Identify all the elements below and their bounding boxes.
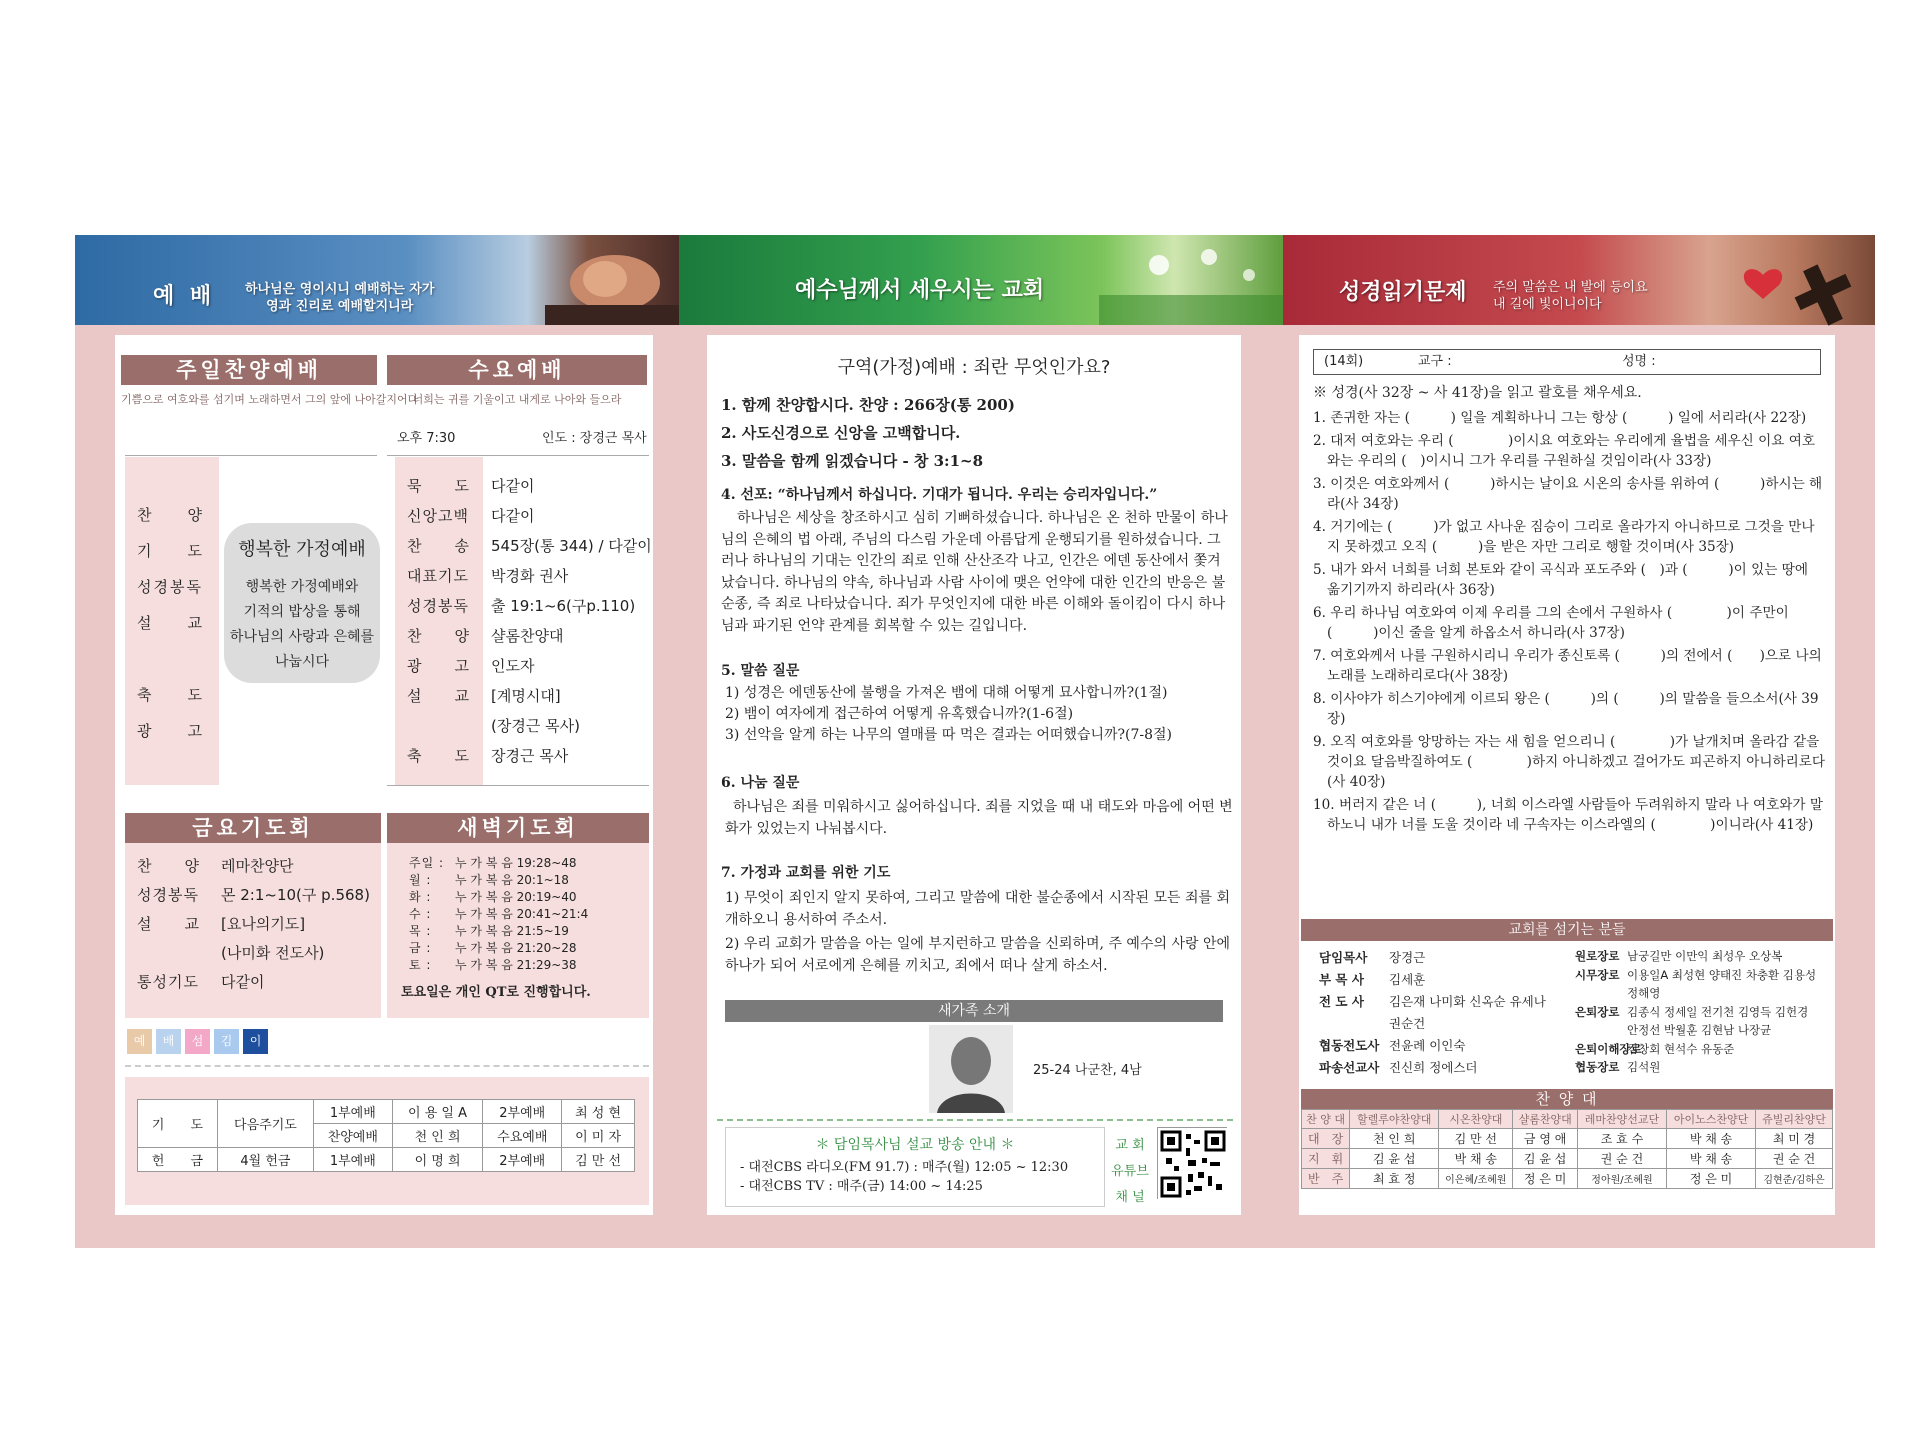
youtube-label-line: 채 널 (1115, 1190, 1145, 1205)
verse-line-1: 주의 말씀은 내 발에 등이요 (1493, 280, 1648, 295)
banner-title: 성경읽기문제 (1339, 280, 1467, 305)
staff-row (1319, 969, 1546, 991)
banner-title: 예 배 (153, 284, 216, 309)
item-value: 누 가 복 음 20:41~21:4 (455, 907, 589, 921)
staff-role: 협동장로 (1575, 1060, 1620, 1074)
table-header-cell: 샬롬찬양대 (1513, 1110, 1578, 1129)
table-cell: 이 명 희 (392, 1148, 483, 1172)
sharing-text: 하나님은 죄를 미워하시고 싫어하십니다. 죄를 지었을 때 내 태도와 마음에 어떤 변화가 있었는지 나눠봅시다. (725, 799, 1233, 837)
table-cell: 김 윤 섭 (1350, 1149, 1439, 1169)
verse-line-2: 내 길에 빛이니이다 (1493, 297, 1602, 312)
duty-table (137, 1099, 635, 1172)
worship-banner (75, 235, 679, 325)
staff-row (1319, 947, 1546, 969)
item-label: 찬 양 (137, 857, 200, 875)
table-cell: 이 용 일 A (392, 1100, 483, 1124)
item-value: 인도자 (491, 657, 535, 675)
table-row (1302, 1169, 1833, 1189)
divider (387, 785, 649, 786)
staff-names: 김종식 정세일 전기천 김영득 김헌경 (1627, 1004, 1809, 1019)
bible-quiz-panel (1299, 335, 1835, 1215)
table-cell: 권 순 건 (1756, 1149, 1833, 1169)
word-questions (725, 683, 1237, 746)
table-cell: 최 미 경 (1756, 1129, 1833, 1149)
prayer-2: 2) 우리 교회가 말씀을 아는 일에 부지런하고 말씀을 신뢰하며, 주 예수의 사랑 안에 하나가 되어 서로에게 은혜를 끼치고, 죄에서 떠나 살게 하소서. (725, 936, 1230, 974)
table-cell: 김 만 선 (1439, 1129, 1513, 1149)
table-header-cell: 할렐루야찬양대 (1350, 1110, 1439, 1129)
list-item (409, 940, 588, 957)
list-item (407, 711, 652, 741)
list-item (407, 621, 652, 651)
item-label: 광 고 (407, 657, 470, 675)
list-item (137, 881, 370, 910)
staff-row (1319, 991, 1546, 1013)
box-line: 행복한 가정예배와 (245, 579, 359, 595)
wednesday-order-list (407, 471, 652, 771)
staff-row (1319, 1013, 1546, 1035)
table-cell: 권 순 건 (1577, 1149, 1666, 1169)
table-row (1302, 1110, 1833, 1129)
table-cell: 정 은 미 (1667, 1169, 1756, 1189)
staff-names: 이용일A 최성현 양태진 차충환 김용성 (1627, 967, 1817, 982)
sunday-order-label: 성경봉독 (137, 578, 203, 596)
qr-code-icon[interactable] (1157, 1127, 1227, 1199)
question-1: 1) 성경은 에덴동산에 불행을 가져온 뱀에 대해 어떻게 묘사합니까?(1절) (725, 685, 1168, 701)
new-family-photo (929, 1025, 1013, 1113)
worship-panel (115, 335, 653, 1215)
staff-row (1575, 1058, 1816, 1077)
item-value: 박경화 권사 (491, 567, 569, 585)
divider (387, 455, 649, 456)
step-6: 6. 나눔 질문 (721, 775, 800, 791)
table-cell: 헌 금 (138, 1148, 218, 1172)
step-5: 5. 말씀 질문 (721, 663, 800, 679)
table-header-cell: 시온찬양대 (1439, 1110, 1513, 1129)
item-value: (장경근 목사) (491, 717, 580, 735)
list-item (409, 957, 588, 974)
quiz-questions (1313, 408, 1825, 835)
chip: 이 (243, 1029, 268, 1054)
quiz-question: 6. 우리 하나님 여호와여 이제 우리를 그의 손에서 구원하사 ( )이 주만이 ( )이신 줄을 알게 하옵소서 하니라(사 37장) (1313, 605, 1789, 641)
item-value: 누 가 복 음 21:20~28 (455, 941, 577, 955)
wednesday-title: 수요예배 (387, 355, 647, 385)
staff-row (1575, 966, 1816, 985)
quiz-question: 2. 대저 여호와는 우리 ( )이시요 여호와는 우리에게 율법을 세우신 이요 여호와는 우리의 ( )이시니 그가 우리를 구원하실 것임이라(사 33장) (1313, 433, 1815, 469)
staff-names: 남궁길만 이만익 최성우 오상복 (1627, 949, 1783, 963)
list-item (137, 852, 370, 881)
sunday-order-label: 기 도 (137, 542, 204, 560)
item-value: 누 가 복 음 19:28~48 (455, 856, 577, 870)
proclamation-text: 하나님은 세상을 창조하시고 심히 기뻐하셨습니다. 하나님은 온 천하 만물이 하나님의 은혜의 법 아래, 주님의 다스림 가운데 아름답게 운행되기를 원하셨습니다. 그러나 하나님의 기대는 인간의 죄로 인해 산산조각 나고, 인간은 에덴 동산에서 쫓겨났습니다. 하나님의 약속, 하나님과 사람 사이에 맺은 언약에 대한 인간의 반응은 불순종, 즉 죄로 나타났습니다. 죄가 무엇인지에 대한 바른 이해와 돌이킴이 다시 하나님과 파기된 언약 관계를 회복할 수 있는 길입니다. (721, 510, 1228, 634)
box-line: 하나님의 사랑과 은혜를 (229, 629, 375, 645)
table-cell: 기 도 (138, 1100, 218, 1148)
item-value: 545장(통 344) / 다같이 (491, 537, 652, 555)
chip: 예 (127, 1029, 152, 1054)
church-banner (679, 235, 1283, 325)
sunday-order-label: 설 교 (137, 614, 204, 632)
verse-line-2: 영과 진리로 예배할지니라 (266, 299, 414, 314)
table-cell: 정아원/조혜원 (1577, 1169, 1666, 1189)
item-value: 몬 2:1~10(구 p.568) (221, 886, 370, 904)
sunday-subtitle: 기쁨으로 여호와를 섬기며 노래하면서 그의 앞에 나아갈지어다 (121, 393, 419, 406)
item-label: 대표기도 (407, 567, 469, 585)
item-value: (나미화 전도사) (221, 944, 325, 962)
table-cell: 김현준/김하은 (1756, 1169, 1833, 1189)
friday-title: 금요기도회 (125, 813, 381, 843)
box-line: 기적의 밥상을 통해 (243, 604, 361, 620)
quiz-instruction: ※ 성경(사 32장 ~ 사 41장)을 읽고 괄호를 채우세요. (1313, 385, 1642, 401)
dandelion-photo (1099, 235, 1283, 325)
item-value: 장경근 목사 (491, 747, 569, 765)
sunday-order-label: 축 도 (137, 686, 204, 704)
table-row (1302, 1149, 1833, 1169)
list-item (407, 531, 652, 561)
item-label: 신앙고백 (407, 507, 469, 525)
step-2: 2. 사도신경으로 신앙을 고백합니다. (721, 424, 961, 442)
sunday-title: 주일찬양예배 (121, 355, 377, 385)
list-item (407, 591, 652, 621)
sunday-order-labels (137, 497, 204, 749)
item-label: 성경봉독 (407, 597, 469, 615)
item-label: 통성기도 (137, 973, 199, 991)
table-cell: 2부예배 (483, 1148, 562, 1172)
item-value: 다같이 (491, 477, 535, 495)
table-cell: 찬양예배 (313, 1124, 392, 1148)
staff-names: 김석원 (1627, 1060, 1661, 1074)
staff-names: 김세훈 (1389, 972, 1426, 987)
table-header-cell: 레마찬양선교단 (1577, 1110, 1666, 1129)
table-header-cell: 아이노스찬양단 (1667, 1110, 1756, 1129)
new-family-caption: 25-24 나군찬, 4남 (1033, 1063, 1142, 1078)
quiz-question: 4. 거기에는 ( )가 없고 사나운 짐승이 그리로 올라가지 아니하므로 그것을 만나지 못하겠고 오직 ( )을 받은 자만 그리로 행할 것이며(사 35장) (1313, 519, 1815, 555)
staff-names: 안정선 박월훈 김현남 나장균 (1627, 1023, 1772, 1037)
item-value: 다같이 (491, 507, 535, 525)
staff-names: 장경근 (1389, 950, 1426, 965)
box-text (224, 575, 380, 675)
quiz-question: 9. 오직 여호와를 앙망하는 자는 새 힘을 얻으리니 ( )가 날개치며 올라감 같을 것이요 달음박질하여도 ( )하지 아니하겠고 걸어가도 피곤하지 아니하리로다(사 40장) (1313, 734, 1825, 790)
wednesday-subtitle: 너희는 귀를 기울이고 내게로 나아와 들으라 (412, 393, 622, 406)
staff-role: 담임목사 (1319, 950, 1368, 965)
item-label: 주일 : (409, 856, 445, 870)
step-3: 3. 말씀을 함께 읽겠습니다 - 창 3:1~8 (721, 452, 984, 470)
youtube-label-line: 교 회 (1115, 1138, 1145, 1153)
dawn-header-block (387, 813, 649, 843)
broadcast-title: ＊ 담임목사님 설교 방송 안내 ＊ (815, 1137, 1015, 1153)
table-cell: 박 채 송 (1667, 1149, 1756, 1169)
table-cell: 최 성 현 (562, 1100, 635, 1124)
staff-role: 은퇴장로 (1575, 1004, 1620, 1019)
table-cell: 박 채 송 (1667, 1129, 1756, 1149)
banner-verse (1493, 279, 1648, 313)
item-value: 샬롬찬양대 (491, 627, 564, 645)
list-item (407, 561, 652, 591)
item-label: 설 교 (137, 915, 200, 933)
staff-row (1575, 1021, 1816, 1040)
sunday-order-label: 광 고 (137, 722, 204, 740)
table-cell: 조 효 수 (1577, 1129, 1666, 1149)
staff-role: 파송선교사 (1319, 1060, 1380, 1075)
staff-row (1575, 947, 1816, 966)
divider (125, 1065, 649, 1067)
table-cell: 다음주기도 (217, 1100, 313, 1148)
list-item (407, 471, 652, 501)
youtube-label-line: 유튜브 (1111, 1164, 1149, 1179)
friday-order-list (137, 852, 370, 997)
broadcast-radio: - 대전CBS 라디오(FM 91.7) : 매주(월) 12:05 ~ 12:30 (740, 1160, 1069, 1175)
question-2: 2) 뱀이 여자에게 접근하여 어떻게 유혹했습니까?(1-6절) (725, 706, 1074, 722)
staff-left-list (1319, 947, 1546, 1079)
list-item (409, 889, 588, 906)
list-item (409, 906, 588, 923)
list-item (407, 681, 652, 711)
banner-verse (245, 281, 434, 315)
table-cell: 천 인 희 (392, 1124, 483, 1148)
staff-role (1575, 1021, 1627, 1040)
staff-role (1319, 1013, 1389, 1035)
item-label: 월 : (409, 873, 432, 887)
item-value: 누 가 복 음 20:1~18 (455, 873, 569, 887)
table-cell: 이 미 자 (562, 1124, 635, 1148)
cell-steps (721, 391, 1231, 475)
quiz-question: 8. 이사야가 히스기야에게 이르되 왕은 ( )의 ( )의 말씀을 들으소서(사 39장) (1313, 691, 1819, 727)
table-cell: 반 주 (1302, 1169, 1350, 1189)
staff-role: 시무장로 (1575, 967, 1620, 982)
item-label: 토 : (409, 958, 432, 972)
item-label: 금 : (409, 941, 432, 955)
list-item (137, 968, 370, 997)
staff-role (1575, 984, 1627, 1003)
step-1: 1. 함께 찬양합시다. 찬양 : 266장(통 200) (721, 396, 1015, 414)
staff-names: 진신희 정에스더 (1389, 1060, 1478, 1075)
item-value: 누 가 복 음 20:19~40 (455, 890, 577, 904)
friday-header-block (125, 813, 381, 843)
choir-header: 찬 양 대 (1301, 1089, 1833, 1109)
item-value: 레마찬양단 (221, 857, 294, 875)
table-cell: 대 장 (1302, 1129, 1350, 1149)
list-item (409, 872, 588, 889)
step-7: 7. 가정과 교회를 위한 기도 (721, 865, 891, 881)
table-row (1302, 1129, 1833, 1149)
table-cell: 정 은 미 (1513, 1169, 1578, 1189)
staff-role: 부 목 사 (1319, 972, 1364, 987)
table-cell: 금 영 애 (1513, 1129, 1578, 1149)
quiz-district: 교구 : (1418, 354, 1452, 369)
list-item (407, 651, 652, 681)
wednesday-time: 오후 7:30 (397, 431, 456, 446)
happy-family-worship-box (224, 523, 380, 683)
staff-names: 전윤례 이인숙 (1389, 1038, 1466, 1053)
wednesday-header-block (387, 355, 647, 407)
item-value: 누 가 복 음 21:29~38 (455, 958, 577, 972)
new-family-header: 새가족 소개 (725, 1000, 1223, 1022)
item-label: 목 : (409, 924, 432, 938)
table-cell: 수요예배 (483, 1124, 562, 1148)
list-item (407, 501, 652, 531)
item-label (137, 939, 221, 968)
choir-table (1301, 1109, 1833, 1189)
staff-row (1575, 1003, 1816, 1022)
bulletin-sheet (75, 235, 1875, 1248)
bible-reading-banner (1283, 235, 1875, 325)
prayer-1: 1) 무엇이 죄인지 알지 못하여, 그리고 말씀에 대한 불순종에서 시작된 모든 죄를 회개하오니 용서하여 주소서. (725, 890, 1230, 928)
quiz-question: 7. 여호와께서 나를 구원하시리니 우리가 종신토록 ( )의 전에서 ( )으로 나의 노래를 노래하리로다(사 38장) (1313, 648, 1822, 684)
table-cell: 4월 헌금 (217, 1148, 313, 1172)
box-title: 행복한 가정예배 (238, 539, 366, 560)
sunday-order-label: 찬 양 (137, 506, 204, 524)
staff-header: 교회를 섬기는 분들 (1301, 919, 1833, 941)
staff-names: 김창회 현석수 유동준 (1627, 1041, 1735, 1056)
table-cell: 최 효 정 (1350, 1169, 1439, 1189)
item-label: 화 : (409, 890, 432, 904)
broadcast-tv: - 대전CBS TV : 매주(금) 14:00 ~ 14:25 (740, 1179, 983, 1194)
staff-row (1575, 984, 1816, 1003)
question-3: 3) 선악을 알게 하는 나무의 열매를 따 먹은 결과는 어떠했습니까?(7-8절) (725, 727, 1173, 743)
staff-role: 원로장로 (1575, 949, 1620, 963)
cell-title: 구역(가정)예배 : 죄란 무엇인가요? (837, 357, 1111, 378)
item-label: 축 도 (407, 747, 470, 765)
item-value: 누 가 복 음 21:5~19 (455, 924, 569, 938)
item-label: 성경봉독 (137, 886, 199, 904)
staff-role: 협동전도사 (1319, 1038, 1380, 1053)
verse-line-1: 하나님은 영이시니 예배하는 자가 (245, 282, 435, 297)
table-cell: 1부예배 (313, 1148, 392, 1172)
item-value: 출 19:1~6(구p.110) (491, 597, 636, 615)
chip: 김 (214, 1029, 239, 1054)
table-header-cell: 찬 양 대 (1302, 1110, 1350, 1129)
list-item (137, 910, 370, 939)
praying-hands-photo (545, 235, 679, 325)
table-row (138, 1148, 635, 1172)
item-label: 찬 송 (407, 537, 470, 555)
item-label (407, 711, 491, 741)
quiz-info-box (1313, 349, 1821, 375)
staff-names: 김은재 나미화 신옥순 유세나 (1389, 994, 1546, 1009)
item-label: 설 교 (407, 687, 470, 705)
divider (125, 455, 377, 456)
table-row (138, 1100, 635, 1124)
staff-names: 권순건 (1389, 1016, 1426, 1031)
staff-right-list (1575, 947, 1816, 1077)
prayer-list (725, 887, 1233, 977)
table-cell: 김 윤 섭 (1513, 1149, 1578, 1169)
table-cell: 1부예배 (313, 1100, 392, 1124)
broadcast-box (725, 1127, 1105, 1207)
youtube-channel-label (1105, 1133, 1155, 1211)
table-cell: 박 채 송 (1439, 1149, 1513, 1169)
quiz-question: 5. 내가 와서 너희를 너희 본토와 같이 곡식과 포도주와 ( )과 ( )이 있는 땅에 옮기기까지 하리라(사 36장) (1313, 562, 1808, 598)
quiz-number: (14회) (1324, 354, 1364, 369)
table-cell: 2부예배 (483, 1100, 562, 1124)
table-cell: 천 인 희 (1350, 1129, 1439, 1149)
cross-heart-icon (1703, 235, 1875, 325)
dawn-reading-list (409, 855, 588, 974)
staff-role: 전 도 사 (1319, 994, 1364, 1009)
quiz-question: 3. 이것은 여호와께서 ( )하시는 날이요 시온의 송사를 위하여 ( )하시는 해라(사 34장) (1313, 476, 1823, 512)
staff-row (1319, 1057, 1546, 1079)
list-item (409, 855, 588, 872)
staff-names: 정해영 (1627, 986, 1661, 1000)
box-line: 나눕시다 (274, 654, 330, 670)
staff-row (1319, 1035, 1546, 1057)
staff-role: 은퇴이해장로 (1575, 1041, 1642, 1056)
table-header-cell: 쥬빌리찬양단 (1756, 1110, 1833, 1129)
list-item (409, 923, 588, 940)
broadcast-lines (740, 1158, 1104, 1196)
step-4: 4. 선포: “하나님께서 하십니다. 기대가 됩니다. 우리는 승리자입니다.” (721, 487, 1158, 503)
staff-row (1575, 1040, 1816, 1059)
cell-worship-panel (707, 335, 1241, 1215)
item-label: 찬 양 (407, 627, 470, 645)
chip: 섬 (185, 1029, 210, 1054)
serving-chips (127, 1029, 268, 1054)
item-label: 묵 도 (407, 477, 470, 495)
item-value: [계명시대] (491, 687, 561, 705)
item-value: [요나의기도] (221, 915, 306, 933)
quiz-name: 성명 : (1622, 354, 1656, 369)
banner-title: 예수님께서 세우시는 교회 (795, 278, 1045, 303)
table-cell: 김 만 선 (562, 1148, 635, 1172)
divider (717, 1119, 1233, 1121)
dawn-note: 토요일은 개인 QT로 진행합니다. (401, 985, 591, 1000)
item-value: 다같이 (221, 973, 265, 991)
item-label: 수 : (409, 907, 432, 921)
chip: 배 (156, 1029, 181, 1054)
table-cell: 이은혜/조혜원 (1439, 1169, 1513, 1189)
quiz-question: 10. 버러지 같은 너 ( ), 너희 이스라엘 사람들아 두려워하지 말라 나 여호와가 말하노니 내가 너를 도울 것이라 네 구속자는 이스라엘의 ( )이니라(사 41장) (1313, 797, 1823, 833)
wednesday-leader: 인도 : 장경근 목사 (542, 431, 647, 446)
quiz-question: 1. 존귀한 자는 ( ) 일을 계획하나니 그는 항상 ( ) 일에 서리라(사 22장) (1313, 410, 1807, 426)
dawn-title: 새벽기도회 (387, 813, 649, 843)
list-item (137, 939, 370, 968)
table-cell: 지 휘 (1302, 1149, 1350, 1169)
list-item (407, 741, 652, 771)
sunday-header-block (121, 355, 419, 407)
